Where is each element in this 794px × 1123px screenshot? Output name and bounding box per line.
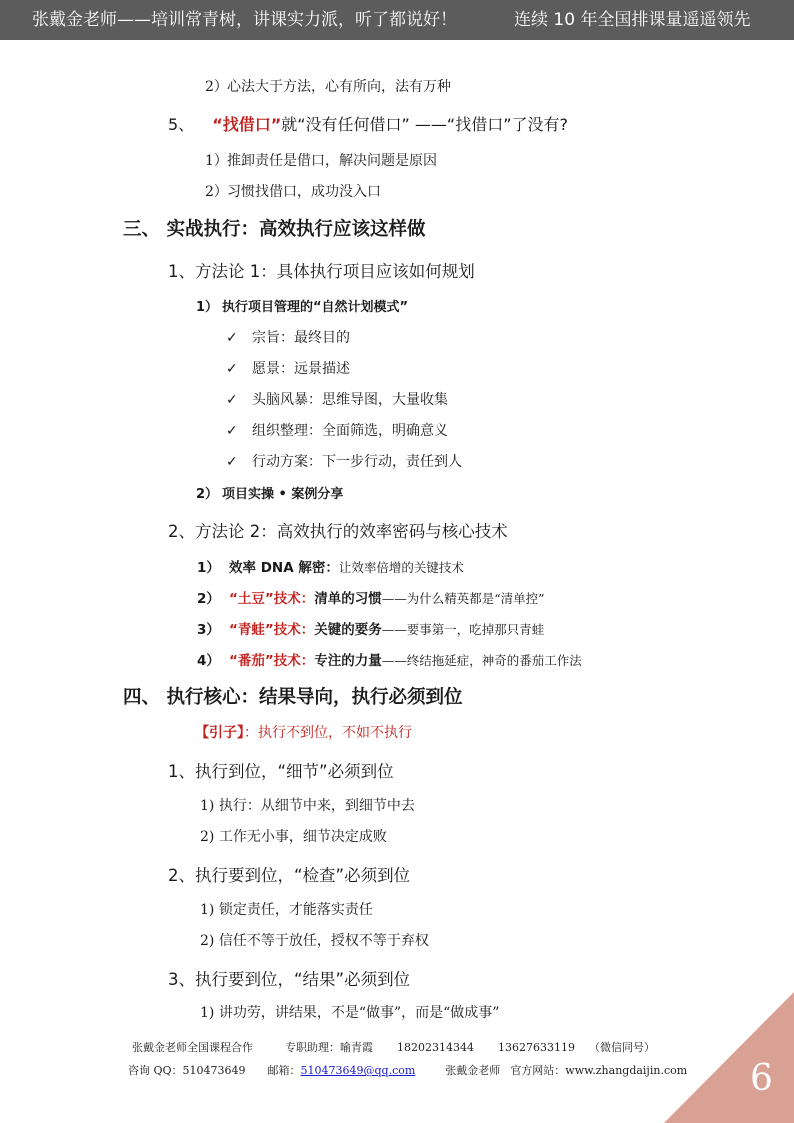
technique-title: 效率 DNA 解密：	[229, 560, 339, 576]
item-text: 执行项目管理的“自然计划模式”	[222, 300, 409, 315]
list-item: 2) 工作无小事，细节决定成败	[200, 829, 387, 845]
method-1-heading: 1、方法论 1：具体执行项目应该如何规划	[168, 262, 475, 281]
section-3-heading: 三、 实战执行：高效执行应该这样做	[123, 219, 426, 240]
subsection-1-heading: 1、执行到位，“细节”必须到位	[168, 762, 394, 781]
intro-text: ：执行不到位，不如不执行	[244, 725, 412, 741]
check-text: 组织整理：全面筛选，明确意义	[252, 423, 448, 439]
check-icon: ✓	[226, 361, 238, 377]
method-2-heading: 2、方法论 2：高效执行的效率密码与核心技术	[168, 522, 508, 541]
point-text: 就“没有任何借口” ——“找借口”了没有?	[281, 115, 568, 134]
footer-phone-2: 13627633119	[497, 1041, 575, 1054]
footer-qq: 咨询 QQ：510473649	[128, 1064, 246, 1077]
subsection-2-heading: 2、执行要到位，“检查”必须到位	[168, 866, 411, 885]
section-4-heading: 四、 执行核心：结果导向，执行必须到位	[123, 687, 463, 708]
footer-wechat-note: （微信同号）	[588, 1041, 655, 1054]
item-number: 2）	[205, 184, 228, 200]
check-icon: ✓	[226, 454, 238, 470]
intro-tag: 【引子】	[195, 725, 244, 741]
item-number: 2）	[196, 487, 219, 502]
footer-email-label: 邮箱：	[267, 1064, 301, 1077]
check-text: 头脑风暴：思维导图，大量收集	[252, 392, 448, 408]
list-item: 1) 执行：从细节中来，到细节中去	[200, 798, 415, 814]
footer-email-link[interactable]: 510473649@qq.com	[300, 1064, 416, 1077]
item-text: 推卸责任是借口，解决问题是原因	[227, 153, 437, 169]
header-highlight: 连续 10 年全国排课量遥遥领先	[514, 10, 751, 30]
footer-phone-1: 18202314344	[397, 1041, 474, 1054]
technique-name: “土豆”技术：	[229, 591, 315, 607]
check-text: 愿景：远景描述	[252, 361, 350, 377]
item-number: 1）	[196, 300, 219, 315]
footer-cooperation: 张戴金老师全国课程合作	[132, 1041, 253, 1054]
footer-assistant: 专职助理：喻青霞	[285, 1041, 373, 1054]
point-number: 5、	[168, 115, 195, 134]
check-text: 宗旨：最终目的	[252, 330, 350, 346]
item-text: 习惯找借口，成功没入口	[227, 184, 381, 200]
technique-desc: 让效率倍增的关键技术	[338, 560, 464, 575]
item-number: 1）	[205, 153, 228, 169]
item-number: 4）	[197, 653, 220, 669]
check-icon: ✓	[226, 330, 238, 346]
item-number: 3）	[197, 622, 220, 638]
check-icon: ✓	[226, 423, 238, 439]
item-text: 心法大于方法，心有所向，法有万种	[227, 79, 451, 95]
corner-triangle	[664, 992, 794, 1123]
list-item: 1) 讲功劳，讲结果，不是“做事”，而是“做成事”	[200, 1005, 500, 1021]
technique-desc: ——要事第一，吃掉那只青蛙	[381, 622, 545, 637]
technique-desc: ——终结拖延症，神奇的番茄工作法	[381, 653, 582, 668]
footer-teacher: 张戴金老师	[445, 1064, 501, 1077]
technique-title: 专注的力量	[314, 653, 382, 669]
technique-title: 关键的要务	[314, 622, 382, 638]
footer-website: 官方网站：www.zhangdaijin.com	[510, 1064, 688, 1077]
subsection-3-heading: 3、执行要到位，“结果”必须到位	[168, 970, 411, 989]
check-icon: ✓	[226, 392, 238, 408]
item-number: 1）	[197, 560, 220, 576]
page-number: 6	[750, 1058, 773, 1099]
item-number: 2）	[197, 591, 220, 607]
check-text: 行动方案：下一步行动，责任到人	[252, 454, 462, 470]
list-item: 1) 锁定责任，才能落实责任	[200, 902, 373, 918]
item-text: 项目实操 • 案例分享	[222, 487, 344, 502]
point-highlight: “找借口”	[212, 115, 282, 134]
technique-name: “青蛙”技术：	[229, 622, 315, 638]
header-slogan: 张戴金老师——培训常青树，讲课实力派，听了都说好！	[32, 10, 457, 30]
list-item: 2) 信任不等于放任，授权不等于弃权	[200, 933, 429, 949]
technique-desc: ——为什么精英都是“清单控”	[381, 591, 545, 606]
item-number: 2）	[205, 79, 228, 95]
technique-name: “番茄”技术：	[229, 653, 315, 669]
technique-title: 清单的习惯	[314, 591, 382, 607]
